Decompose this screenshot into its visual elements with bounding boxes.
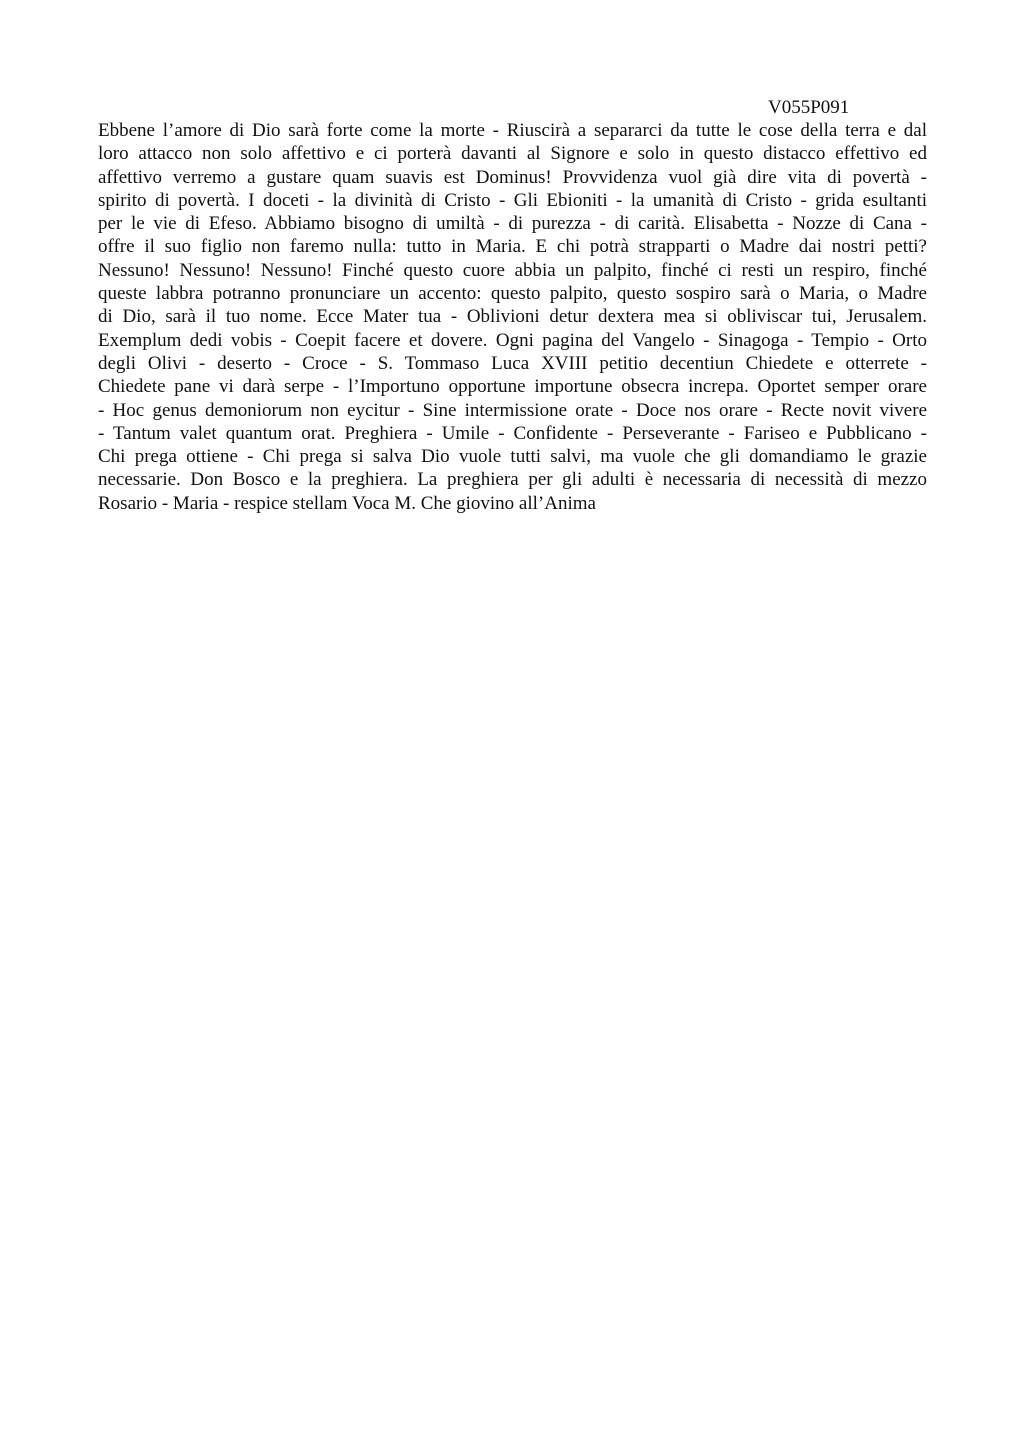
text-line: Ebbene l’amore di Dio sarà forte come la morte - Riuscirà a separarci da tutte le cose della terra e dal [98, 120, 927, 141]
text-line: Chiedete pane vi darà serpe - l’Importuno opportune importune obsecra increpa. Oportet semper orare [98, 376, 927, 398]
text-line: Rosario - Maria - respice stellam Voca M. Che giovino all’Anima [98, 492, 596, 514]
text-line: Nessuno! Nessuno! Nessuno! Finché questo cuore abbia un palpito, finché ci resti un respiro, finché [98, 259, 927, 281]
text-line: spirito di povertà. I doceti - la divinità di Cristo - Gli Ebioniti - la umanità di Cristo - grida esultanti [98, 189, 927, 211]
text-line: per le vie di Efeso. Abbiamo bisogno di umiltà - di purezza - di carità. Elisabetta - Nozze di Cana - [98, 213, 927, 235]
page-code: V055P091 [768, 97, 850, 118]
text-line: di Dio, sarà il tuo nome. Ecce Mater tua - Oblivioni detur dextera mea si obliviscar tui, Jerusalem. [98, 306, 927, 328]
body-text [98, 119, 927, 515]
text-line: Exemplum dedi vobis - Coepit facere et dovere. Ogni pagina del Vangelo - Sinagoga - Tempio - Orto [98, 329, 927, 351]
text-line: loro attacco non solo affettivo e ci porterà davanti al Signore e solo in questo distacco effettivo ed [98, 143, 927, 165]
text-line: offre il suo figlio non faremo nulla: tutto in Maria. E chi potrà strapparti o Madre dai nostri petti? [98, 236, 927, 258]
text-line: queste labbra potranno pronunciare un accento: questo palpito, questo sospiro sarà o Maria, o Madre [98, 283, 927, 305]
text-line: - Hoc genus demoniorum non eycitur - Sine intermissione orate - Doce nos orare - Recte novit vivere [98, 399, 927, 421]
text-line: necessarie. Don Bosco e la preghiera. La preghiera per gli adulti è necessaria di necessità di mezzo [98, 469, 927, 491]
text-line: Chi prega ottiene - Chi prega si salva Dio vuole tutti salvi, ma vuole che gli domandiamo le grazie [98, 446, 927, 468]
text-line: - Tantum valet quantum orat. Preghiera - Umile - Confidente - Perseverante - Fariseo e Pubblicano - [98, 422, 927, 444]
text-line: degli Olivi - deserto - Croce - S. Tommaso Luca XVIII petitio decentiun Chiedete e otterrete - [98, 352, 927, 374]
text-line: affettivo verremo a gustare quam suavis est Dominus! Provvidenza vuol già dire vita di povertà - [98, 166, 927, 188]
